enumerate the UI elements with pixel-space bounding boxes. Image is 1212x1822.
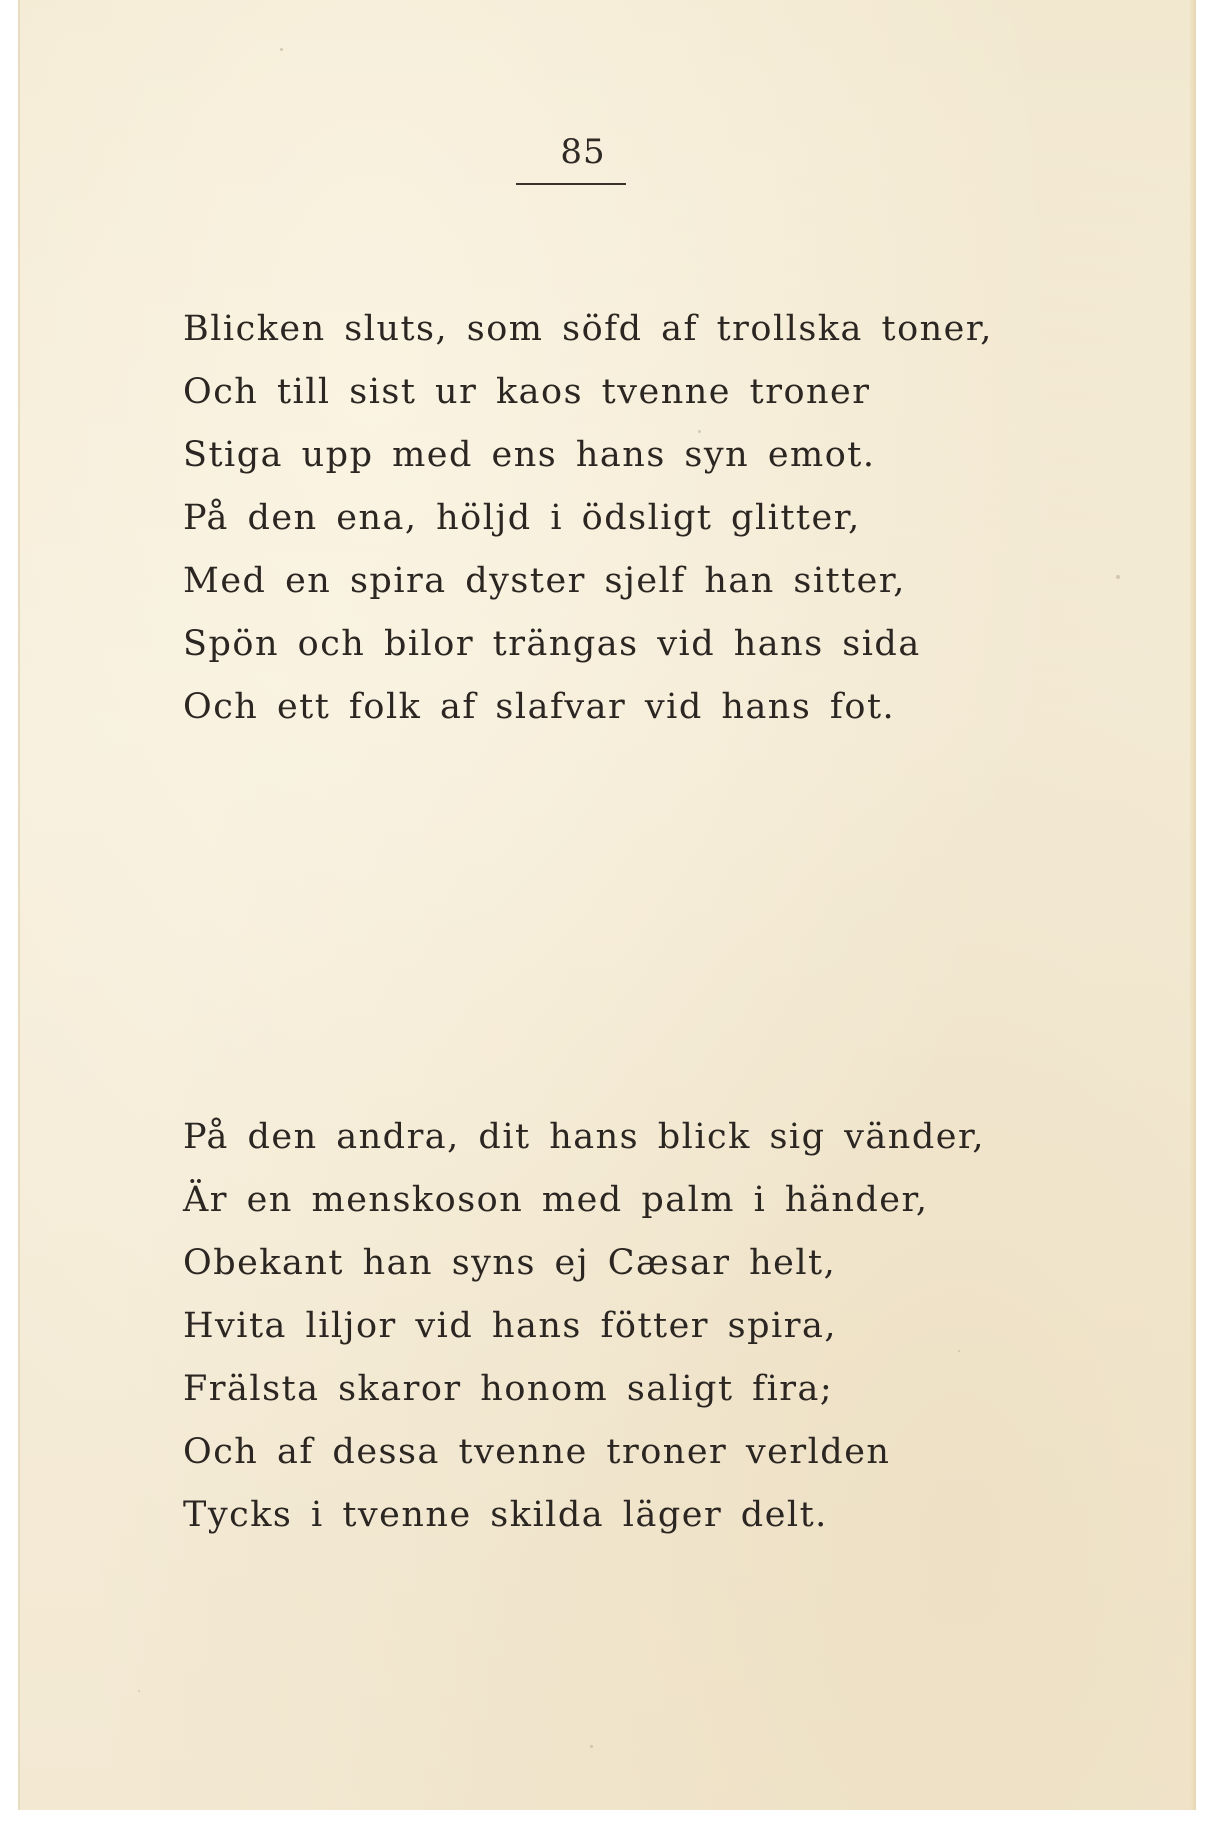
verse-line: Tycks i tvenne skilda läger delt. [183,1495,828,1535]
verse-line: Obekant han syns ej Cæsar helt, [183,1243,837,1283]
verse-line: Blicken sluts, som söfd af trollska toner, [183,309,993,349]
verse-line: Frälsta skaror honom saligt fira; [183,1369,834,1409]
verse-line: Med en spira dyster sjelf han sitter, [183,561,906,601]
verse-line: Och af dessa tvenne troner verlden [183,1432,891,1472]
page-number: 85 [560,132,606,172]
verse-line: Och till sist ur kaos tvenne troner [183,372,871,412]
verse-line: På den andra, dit hans blick sig vänder, [183,1117,985,1157]
verse-line: På den ena, höljd i ödsligt glitter, [183,498,861,538]
page-edge [1190,0,1196,1810]
stanza-2 [183,1106,985,1547]
verse-line: Och ett folk af slafvar vid hans fot. [183,687,896,727]
verse-line: Spön och bilor trängas vid hans sida [183,624,921,664]
verse-line: Hvita liljor vid hans fötter spira, [183,1306,837,1346]
verse-line: Stiga upp med ens hans syn emot. [183,435,876,475]
book-page [18,0,1196,1810]
page-number-rule [516,183,626,185]
stanza-1 [183,298,993,739]
verse-line: Är en menskoson med palm i händer, [183,1180,929,1220]
